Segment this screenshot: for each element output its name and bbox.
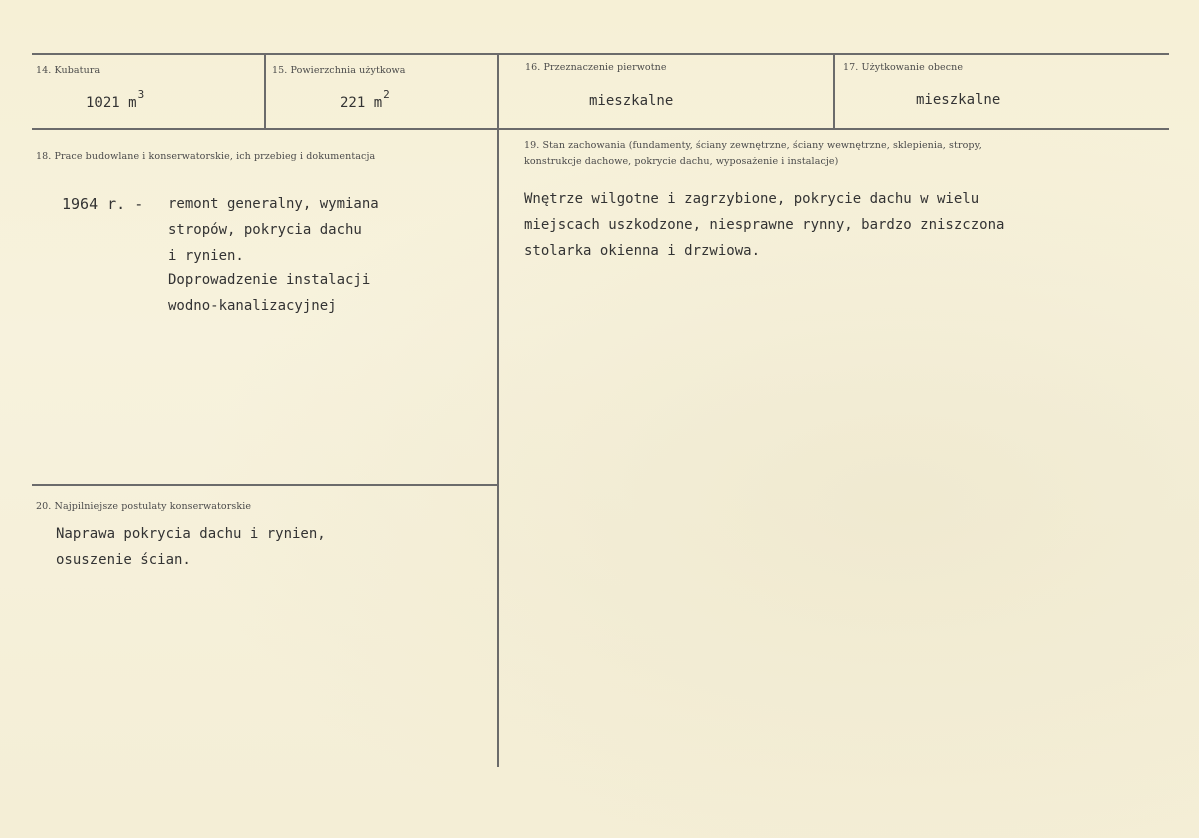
- prace-line-5: wodno-kanalizacyjnej: [168, 298, 337, 314]
- postulaty-line-2: osuszenie ścian.: [56, 552, 191, 568]
- postulaty-line-1: Naprawa pokrycia dachu i rynien,: [56, 526, 326, 542]
- stan-label-line-2: konstrukcje dachowe, pokrycie dachu, wyposażenie i instalacje): [524, 156, 839, 167]
- powierzchnia-value: 221 $m^2$: [340, 88, 390, 111]
- stan-label-line-1: 19. Stan zachowania (fundamenty, ściany zewnętrzne, ściany wewnętrzne, sklepienia, stropy,: [524, 140, 982, 151]
- section-20-top-rule: [32, 484, 498, 486]
- uzytkowanie-label: 17. Użytkowanie obecne: [843, 62, 964, 73]
- kubatura-unit-superscript: 3: [137, 88, 145, 101]
- prace-line-4: Doprowadzenie instalacji: [168, 272, 371, 288]
- powierzchnia-label: 15. Powierzchnia użytkowa: [272, 65, 406, 76]
- postulaty-label: 20. Najpilniejsze postulaty konserwatorskie: [36, 501, 252, 512]
- divider-16-17: [833, 54, 835, 129]
- divider-15-16: [497, 54, 499, 129]
- powierzchnia-unit-superscript: 2: [383, 88, 390, 101]
- divider-14-15: [264, 54, 266, 129]
- center-divider: [497, 129, 499, 767]
- uzytkowanie-value: mieszkalne: [916, 92, 1001, 108]
- stan-line-2: miejscach uszkodzone, niesprawne rynny, bardzo zniszczona: [524, 217, 1005, 233]
- top-rule: [32, 53, 1169, 55]
- prace-line-2: stropów, pokrycia dachu: [168, 222, 362, 238]
- kubatura-value: 1021 $m^3$: [86, 88, 145, 111]
- stan-line-3: stolarka okienna i drzwiowa.: [524, 243, 761, 259]
- prace-line-3: i rynien.: [168, 248, 244, 264]
- przeznaczenie-label: 16. Przeznaczenie pierwotne: [525, 62, 667, 73]
- stan-line-1: Wnętrze wilgotne i zagrzybione, pokrycie dachu w wielu: [524, 191, 980, 207]
- kubatura-label: 14. Kubatura: [36, 65, 101, 76]
- row1-bottom-rule: [32, 128, 1169, 130]
- prace-line-1: remont generalny, wymiana: [168, 196, 379, 212]
- prace-label: 18. Prace budowlane i konserwatorskie, ich przebieg i dokumentacja: [36, 151, 376, 162]
- prace-year: 1964 r. -: [62, 195, 144, 213]
- przeznaczenie-value: mieszkalne: [589, 93, 674, 109]
